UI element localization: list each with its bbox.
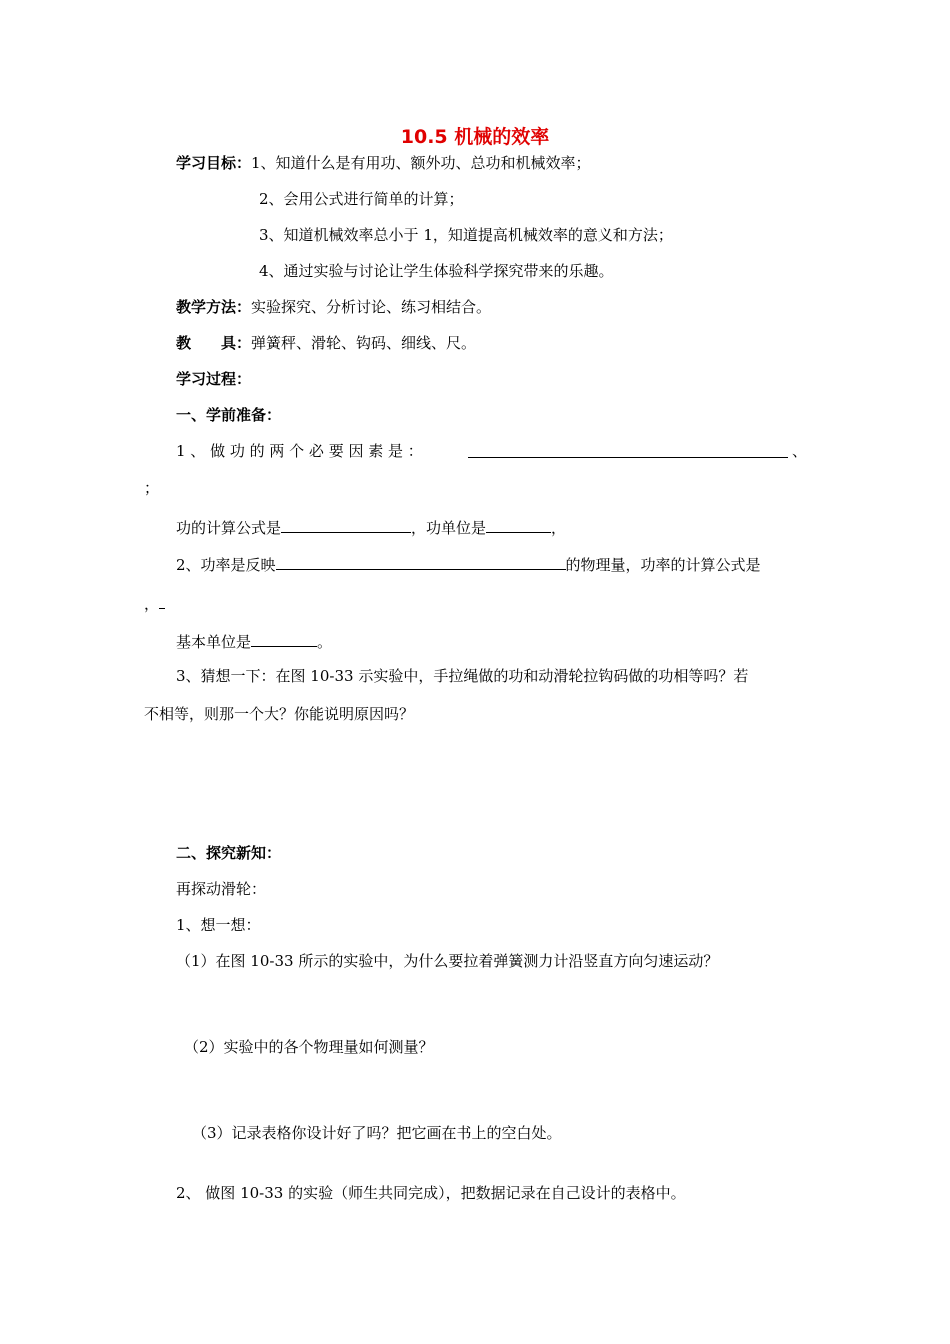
tools-row xyxy=(176,333,476,353)
method-text: 实验探究、分析讨论、练习相结合。 xyxy=(251,298,492,316)
unit-row xyxy=(176,630,332,652)
section2-intro: 再探动滑轮： xyxy=(176,880,267,898)
power-unit-blank[interactable] xyxy=(251,630,317,647)
q1-cont: ； xyxy=(144,479,160,497)
tools-text: 弹簧秤、滑轮、钩码、细线、尺。 xyxy=(251,334,477,352)
power-meaning-blank[interactable] xyxy=(276,553,566,570)
method-row xyxy=(176,297,491,317)
objective-item: 2、会用公式进行简单的计算； xyxy=(259,190,464,208)
section1-heading: 一、学前准备： xyxy=(176,406,282,424)
q1-answer-blank[interactable] xyxy=(468,441,788,458)
page-title: 10.5 机械的效率 xyxy=(400,126,550,148)
formula-prefix: 功的计算公式是 xyxy=(176,519,282,537)
power-formula-blank[interactable] xyxy=(159,592,165,609)
formula-row xyxy=(176,516,566,538)
question-3: （3）记录表格你设计好了吗？把它画在书上的空白处。 xyxy=(192,1124,562,1142)
objective-item: 3、知道机械效率总小于 1，知道提高机械效率的意义和方法； xyxy=(259,226,673,244)
objective-item: 1、知道什么是有用功、额外功、总功和机械效率； xyxy=(251,154,591,172)
formula-mid: ，功单位是 xyxy=(411,519,487,537)
question-2: （2）实验中的各个物理量如何测量？ xyxy=(184,1038,434,1056)
q2-prefix: 2、功率是反映 xyxy=(176,556,276,574)
tools-label: 教 具： xyxy=(176,334,252,352)
q1-text: 1 、 做 功 的 两 个 必 要 因 素 是 ： xyxy=(176,442,423,460)
work-unit-blank[interactable] xyxy=(486,516,551,533)
q2-row xyxy=(176,553,761,575)
process-label: 学习过程： xyxy=(176,370,252,388)
formula-blank[interactable] xyxy=(281,516,411,533)
method-label: 教学方法： xyxy=(176,298,252,316)
unit-end: 。 xyxy=(317,633,333,651)
step-2: 2、 做图 10-33 的实验（师生共同完成），把数据记录在自己设计的表格中。 xyxy=(176,1184,686,1202)
question-1: （1）在图 10-33 所示的实验中，为什么要拉着弹簧测力计沿竖直方向匀速运动？ xyxy=(176,952,719,970)
objective-item: 4、通过实验与讨论让学生体验科学探究带来的乐趣。 xyxy=(259,262,614,280)
objectives-row-1 xyxy=(176,153,591,173)
formula-end: ， xyxy=(551,519,567,537)
q1-row xyxy=(176,441,423,461)
think-heading: 1、想一想： xyxy=(176,916,261,934)
q2-cont: ， xyxy=(144,595,160,613)
unit-prefix: 基本单位是 xyxy=(176,633,252,651)
q2-suffix: 的物理量，功率的计算公式是 xyxy=(565,556,761,574)
objectives-label: 学习目标： xyxy=(176,154,252,172)
q1-tail: 、 xyxy=(792,442,808,460)
q3-line-2: 不相等，则那一个大？你能说明原因吗？ xyxy=(144,705,415,723)
q3-line-1: 3、猜想一下：在图 10-33 示实验中，手拉绳做的功和动滑轮拉钩码做的功相等吗？若 xyxy=(176,667,749,685)
section2-heading: 二、探究新知： xyxy=(176,844,282,862)
q2-cont-row xyxy=(144,592,165,614)
